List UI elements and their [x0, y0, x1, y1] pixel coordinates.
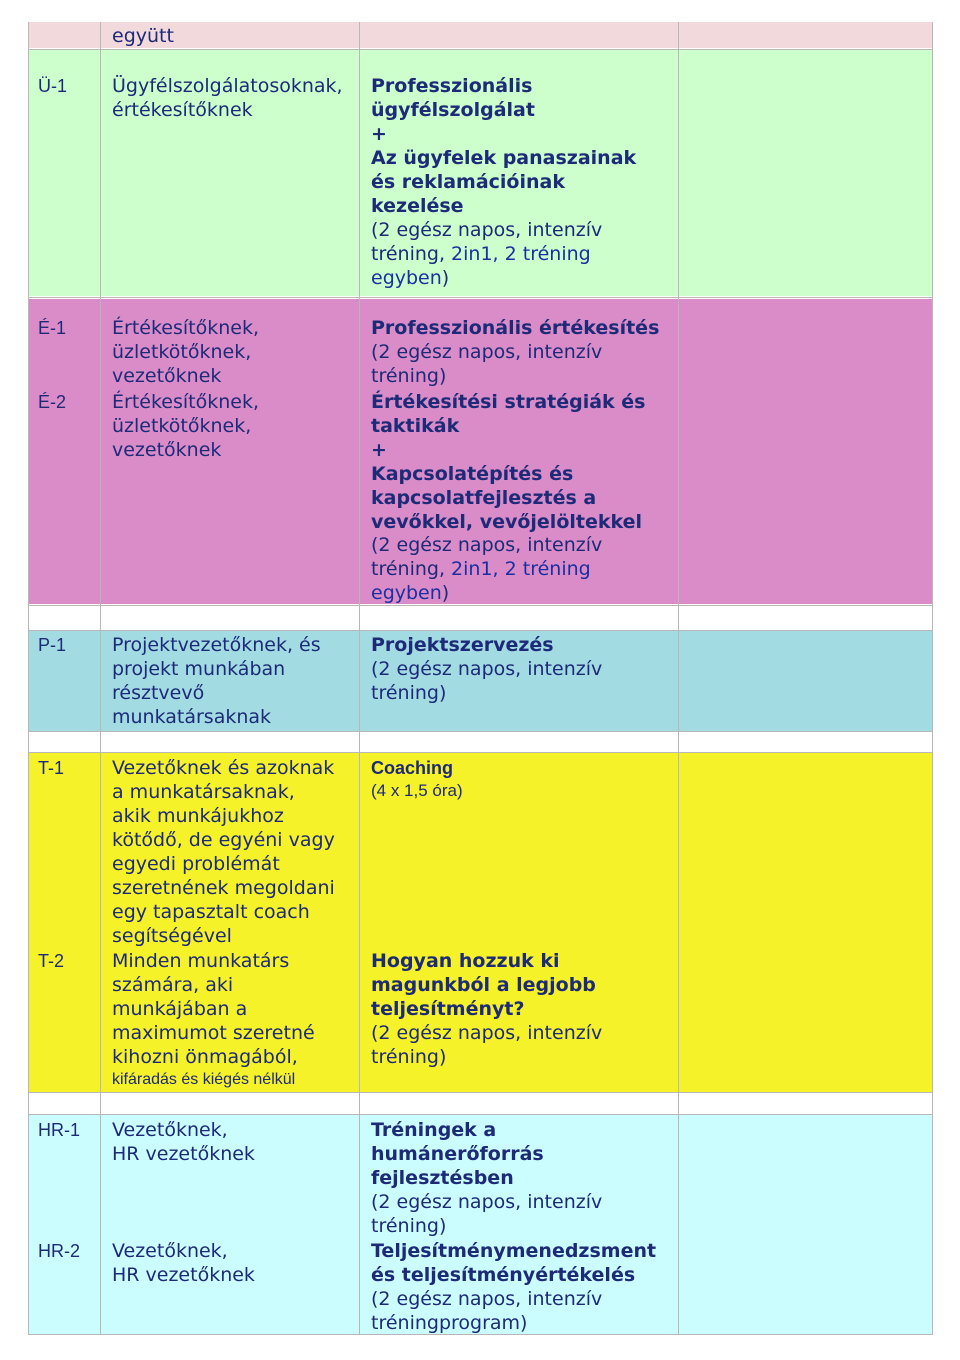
audience-t1: Vezetőknek és azoknak a munkatársaknak, akik munkájukhoz kötődő, de egyéni vagy egyedi problémát szeretnének megoldani egy tapasztalt coach segítségével: [112, 757, 335, 947]
audience-e1: Értékesítőknek, üzletkötőknek, vezetőknek: [112, 317, 259, 387]
course-detail-t2: (2 egész napos, intenzív tréning): [371, 1022, 603, 1068]
course-code-e1: É-1: [38, 318, 67, 338]
course-title-e1: Professzionális értékesítés: [371, 317, 660, 339]
course-title-hr2: Teljesítménymenedzsment és teljesítményértékelés: [371, 1240, 657, 1286]
audience-egyutt: együtt: [112, 25, 174, 47]
course-code-t2: T-2: [38, 951, 65, 971]
audience-p1: Projektvezetőknek, és projekt munkában résztvevő munkatársaknak: [112, 634, 321, 728]
course-title-t2: Hogyan hozzuk ki magunkból a legjobb teljesítményt?: [371, 950, 596, 1020]
course-detail-p1: (2 egész napos, intenzív tréning): [371, 658, 603, 704]
course-code-hr1: HR-1: [38, 1120, 81, 1140]
course-code-u1: Ü-1: [38, 76, 68, 96]
course-title-p1: Projektszervezés: [371, 634, 554, 656]
course-detail-e2: (2 egész napos, intenzív tréning, 2in1, 2 tréning egyben): [371, 534, 603, 604]
course-code-hr2: HR-2: [38, 1241, 81, 1261]
course-detail-u1: (2 egész napos, intenzív tréning, 2in1, 2 tréning egyben): [371, 219, 603, 289]
course-code-p1: P-1: [38, 635, 67, 655]
course-detail-hr2: (2 egész napos, intenzív tréningprogram): [371, 1288, 603, 1334]
audience-t2: Minden munkatárs számára, aki munkájában a maximumot szeretné kihozni önmagából,: [112, 950, 315, 1068]
audience-u1: Ügyfélszolgálatosoknak, értékesítőknek: [112, 75, 343, 121]
course-title-u1: Professzionális ügyfélszolgálat + Az ügyfelek panaszainak és reklamációinak kezelése: [371, 75, 637, 217]
audience-e2: Értékesítőknek, üzletkötőknek, vezetőknek: [112, 391, 259, 461]
audience-t2-note: kifáradás és kiégés nélkül: [112, 1071, 296, 1088]
course-detail-t1: (4 x 1,5 óra): [371, 781, 463, 800]
course-title-e2: Értékesítési stratégiák és taktikák + Kapcsolatépítés és kapcsolatfejlesztés a vevőkkel, vevőjelöltekkel: [371, 391, 646, 533]
course-code-t1: T-1: [38, 758, 65, 778]
course-detail-e1: (2 egész napos, intenzív tréning): [371, 341, 603, 387]
course-detail-hr1: (2 egész napos, intenzív tréning): [371, 1191, 603, 1237]
course-title-t1: Coaching: [371, 758, 454, 778]
course-title-hr1: Tréningek a humánerőforrás fejlesztésben: [371, 1119, 544, 1189]
audience-hr1: Vezetőknek, HR vezetőknek: [112, 1119, 255, 1165]
audience-hr2: Vezetőknek, HR vezetőknek: [112, 1240, 255, 1286]
course-code-e2: É-2: [38, 392, 67, 412]
